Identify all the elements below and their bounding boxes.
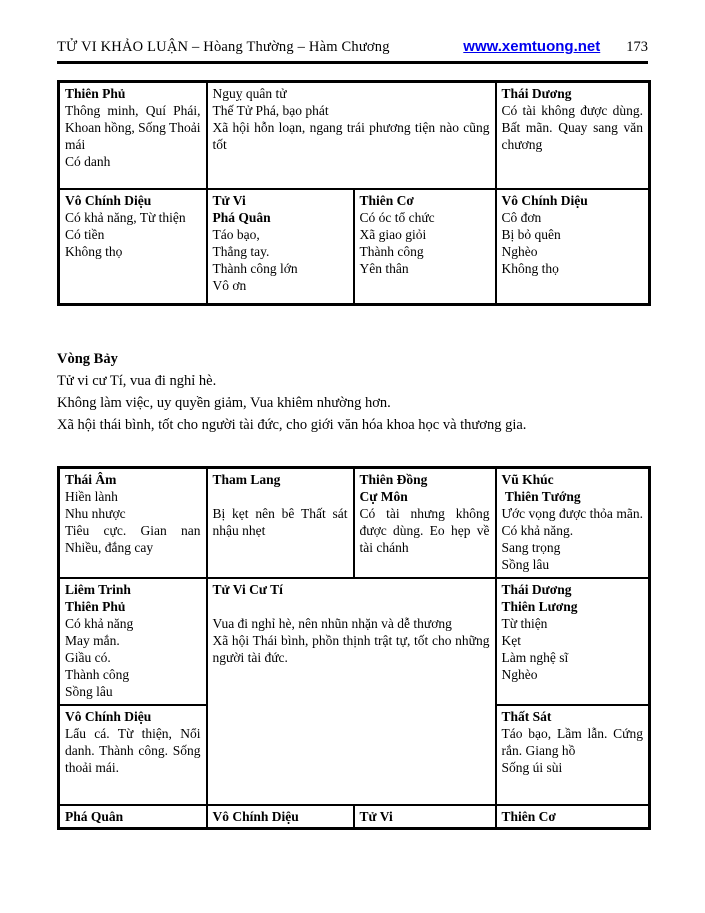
vong-bay-line: Xã hội thái bình, tốt cho người tài đức, cho giới văn hóa khoa học và thương gia. [57, 417, 527, 433]
t2-cell-pha-quan [59, 805, 207, 829]
t2-cell-tu-vi [354, 805, 496, 829]
cell-title: Tử Vi Cư Tí [212, 581, 283, 597]
cell-title: Thái Dương [501, 86, 572, 101]
cell-line [213, 598, 490, 615]
cell-title: Vô Chính Diệu [212, 808, 299, 824]
cell-title: Thiên Đồng [359, 472, 428, 487]
cell-title: Thiên Phủ [65, 86, 126, 101]
t1-cell-center [207, 82, 496, 189]
t2-cell-vo-chinh-dieu-left [59, 705, 207, 805]
t2-cell-liem-trinh-thien-phu [59, 578, 207, 705]
cell-line: Không thọ [65, 243, 123, 259]
cell-line: Có tiền [65, 226, 105, 242]
t2-cell-thien-co [496, 805, 650, 829]
cell-line: Nghèo [501, 666, 538, 682]
cell-title: Tử Vi [212, 192, 246, 208]
cell-line: Ước vọng được thỏa mãn. Có khả năng. [501, 506, 643, 538]
vong-bay-line: Tử vi cư Tí, vua đi nghỉ hè. [57, 373, 217, 389]
cell-line: Thẳng tay. [212, 243, 270, 259]
t2-cell-thai-duong-thien-luong [496, 578, 650, 705]
cell-line: Tiêu cực. Gian nan Nhiều, đắng cay [65, 523, 201, 555]
cell-line: Vô ơn [212, 277, 247, 293]
cell-title: Thái Âm [65, 472, 117, 487]
header-link[interactable]: www.xemtuong.net [463, 38, 601, 55]
cell-line: Thành công [359, 243, 424, 259]
cell-title: Thiên Cơ [501, 808, 556, 824]
cell-title: Phá Quân [212, 209, 271, 225]
t1-cell-tu-vi-pha-quan [207, 189, 354, 305]
cell-line: Táo bạo, Lầm lẫn. Cứng rắn. Giang hồ [501, 725, 643, 758]
page-header [57, 38, 648, 56]
cell-line: May mắn. [65, 632, 120, 648]
cell-title: Tham Lang [212, 472, 281, 487]
cell-title: Phá Quân [65, 808, 124, 824]
t2-cell-vo-chinh-dieu-bottom [207, 805, 354, 829]
cell-title: Thái Dương [501, 581, 572, 597]
cell-title: Vô Chính Diệu [65, 708, 152, 724]
cell-line: Có danh [65, 154, 111, 169]
t1-cell-thai-duong [496, 82, 650, 189]
cell-title: Thất Sát [501, 708, 552, 724]
t2-cell-that-sat [496, 705, 650, 805]
t2-cell-vu-khuc-thien-tuong [496, 468, 650, 578]
cell-line: Kẹt [501, 632, 521, 648]
cell-title: Liêm Trinh [65, 581, 131, 597]
vong-bay-title: Vòng Bảy [57, 351, 118, 367]
cell-line: Táo bạo, [212, 226, 260, 242]
cell-title: Tử Vi [359, 808, 393, 824]
cell-line: Thành công [65, 666, 130, 682]
t1-cell-vo-chinh-dieu-right [496, 189, 650, 305]
vong-bay-section [57, 348, 648, 436]
cell-line: Không thọ [501, 260, 559, 276]
cell-title: Cự Môn [359, 489, 408, 504]
cell-line: Sống úi sùi [501, 759, 563, 775]
cell-title: Vô Chính Diệu [501, 192, 588, 208]
cell-title: Thiên Cơ [359, 192, 414, 208]
cell-title: Thiên Lương [501, 598, 578, 614]
cell-line: Làm nghệ sĩ [501, 649, 569, 665]
cell-line: Sồng lâu [65, 683, 113, 699]
cell-line: Xã hội hỗn loạn, ngang trái phương tiện nào cũng tốt [212, 120, 490, 152]
t1-cell-thien-phu [59, 82, 207, 189]
cell-line: Hiền lành [65, 489, 118, 504]
cell-line: Vua đi nghỉ hè, nên nhũn nhặn và dễ thương [212, 615, 452, 631]
cell-line: Cô đơn [501, 209, 542, 225]
cell-line: Xã giao giỏi [359, 226, 427, 242]
cell-title: Vô Chính Diệu [65, 192, 152, 208]
t2-cell-tu-vi-cu-ti [207, 578, 496, 805]
t1-cell-vo-chinh-dieu-left [59, 189, 207, 305]
cell-line [213, 488, 348, 505]
page-number: 173 [626, 39, 648, 55]
astro-grid-upper [57, 80, 651, 306]
t2-cell-thai-am [59, 468, 207, 578]
t1-cell-thien-co [354, 189, 496, 305]
cell-line: Bị kẹt nên bê Thất sát nhậu nhẹt [212, 506, 348, 538]
cell-line: Bị bỏ quên [501, 226, 561, 242]
cell-line: Sồng lâu [501, 557, 550, 572]
cell-title: Thiên Tướng [501, 489, 581, 504]
cell-title: Vũ Khúc [501, 472, 554, 487]
cell-line: Thông minh, Quí Phái, Khoan hồng, Sống Thoải mái [65, 103, 201, 152]
cell-line: Xã hội Thái bình, phồn thịnh trật tự, tốt cho những người tài đức. [212, 632, 490, 665]
cell-line: Sang trọng [501, 540, 561, 555]
cell-line: Có khả năng, Từ thiện [65, 209, 186, 225]
t2-cell-tham-lang [207, 468, 354, 578]
cell-line: Nguỵ quân tử [212, 86, 287, 101]
astro-grid-lower [57, 466, 651, 830]
cell-line: Thế Tử Phá, bạo phát [212, 103, 329, 118]
vong-bay-line: Không làm việc, uy quyền giảm, Vua khiêm nhường hơn. [57, 395, 391, 411]
header-title: TỬ VI KHẢO LUẬN – Hòang Thường – Hàm Chương [57, 39, 390, 55]
t2-cell-thien-dong-cu-mon [354, 468, 496, 578]
cell-line: Giầu có. [65, 649, 111, 665]
cell-title: Thiên Phủ [65, 598, 126, 614]
cell-line: Có tài nhưng không được dùng. Eo hẹp về tài chánh [359, 506, 490, 555]
cell-line: Yên thân [359, 260, 409, 276]
cell-line: Nhu nhược [65, 506, 126, 521]
cell-line: Có óc tổ chức [359, 209, 435, 225]
cell-line: Có khả năng [65, 615, 134, 631]
cell-line: Từ thiện [501, 615, 548, 631]
cell-line: Lẩu cá. Từ thiện, Nổi danh. Thành công. Sống thoải mái. [65, 725, 201, 775]
cell-line: Thành công lớn [212, 260, 298, 276]
header-rule [57, 61, 648, 64]
cell-line: Có tài không được dùng. Bất mãn. Quay sang văn chương [501, 103, 643, 152]
cell-line: Nghèo [501, 243, 538, 259]
